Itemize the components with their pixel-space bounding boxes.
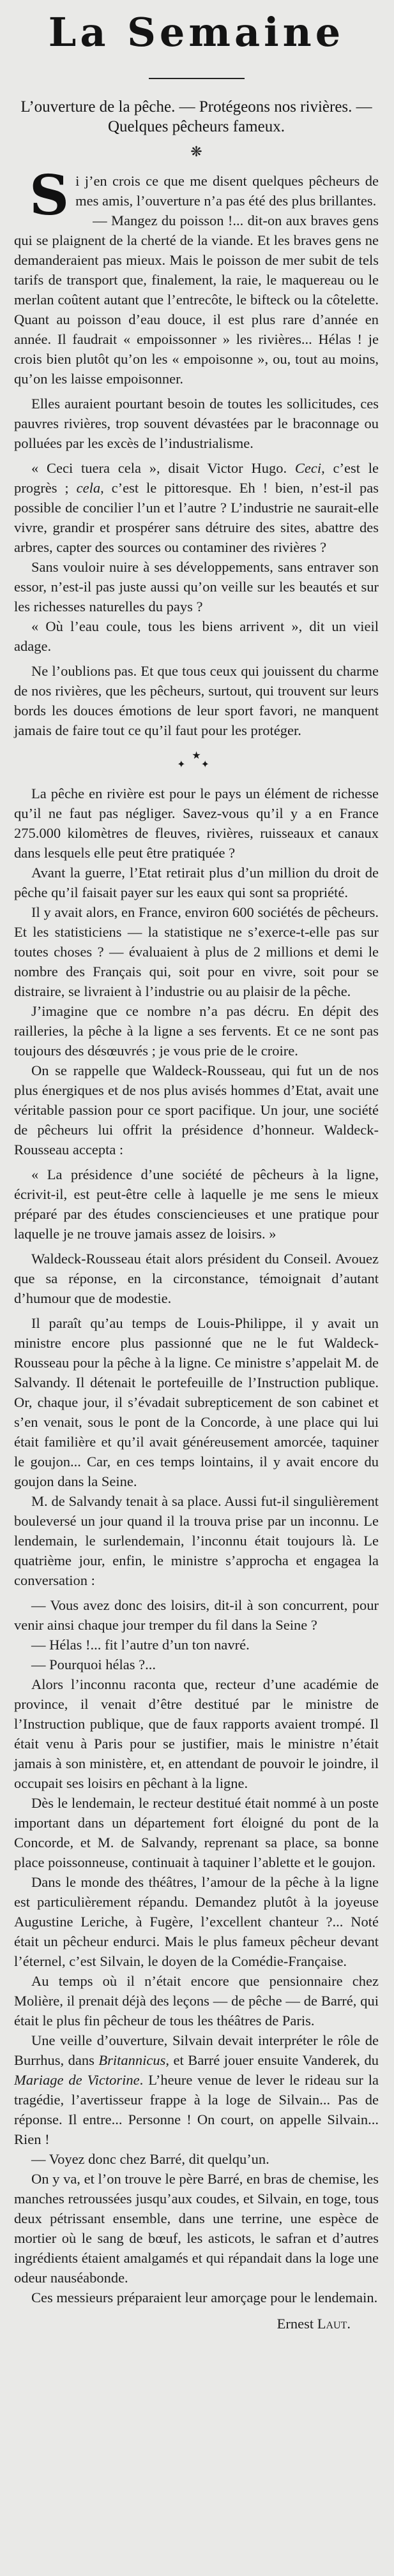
article-body (14, 163, 379, 2334)
paragraph: J’imagine que ce nombre n’a pas décru. En dépit des railleries, la pêche à la ligne a ses fervents. Et ce ne sont pas toujours des désœuvrés ; je vous prie de le croire. (14, 1003, 379, 1059)
author-first-name: Ernest (277, 2316, 314, 2332)
paragraph: « Où l’eau coule, tous les biens arrivent », dit un vieil adage. (14, 618, 379, 654)
italic-text: cela (76, 480, 101, 496)
paragraph: M. de Salvandy tenait à sa place. Aussi fut-il singulièrement bouleversé un jour quand il la trouva prise par un inconnu. Le lendemain, le surlendemain, l’inconnu était toujours là. Le quatrième jour, enfin, le ministre s’approcha et engagea la conversation : (14, 1493, 379, 1588)
paragraph: Il y avait alors, en France, environ 600 sociétés de pêcheurs. Et les statisticiens — la statistique ne s’exerce-t-elle pas sur toutes choses ? — évaluaient à plus de 2 millions et demi le nombre des Français qui, soit pour en vivre, soit pour se distraire, se livraient à l’industrie ou au plaisir de la pêche. (14, 904, 379, 999)
italic-title: Mariage de Victorine (14, 2072, 140, 2088)
title-divider-rule (149, 78, 245, 79)
closing-paragraph: Ces messieurs préparaient leur amorçage pour le lendemain. (31, 2289, 378, 2305)
dialogue-line: — Hélas !... fit l’autre d’un ton navré. (31, 1637, 250, 1653)
paragraph: Sans vouloir nuire à ses développements, sans entraver son essor, n’est-il pas juste aussi qu’on veille sur les beautés et sur les richesses naturelles du pays ? (14, 559, 379, 614)
stars-pair-icon: ✦ ✦ (177, 759, 216, 770)
star-icon: ★ (192, 750, 201, 761)
paragraph: Dès le lendemain, le recteur destitué était nommé à un poste important dans un département fort éloigné du pont de la Concorde, et M. de Salvandy, reprenant sa place, sa bonne place poissonneuse, continuait à taquiner l’ablette et le goujon. (14, 1795, 379, 1870)
author-signature (14, 2314, 379, 2334)
paragraph: La pêche en rivière est pour le pays un élément de richesse qu’il ne faut pas négliger. Savez-vous qu’il y a en France 275.000 kilomètres de fleuves, rivières, ruisseaux et canaux dans lesquels elle peut être pratiquée ? (14, 785, 379, 861)
paragraph: — Mangez du poisson !... dit-on aux braves gens qui se plaignent de la cherté de la viande. Et les braves gens ne demanderaient pas mieux. Mais le poisson de mer subit de tels tarifs de transport que, finalement, la raie, le maquereau ou le merlan coûtent autant que l’entrecôte, le bifteck ou la côtelette. Quant au poisson d’eau douce, il est plus rare d’année en année. Il faudrait « empoissonner » les rivières... Hélas ! je crois bien plutôt qu’on les « empoisonne », ou, tout au moins, qu’on les laisse empoisonner. (14, 212, 379, 387)
paragraph: Alors l’inconnu raconta que, recteur d’une académie de province, il venait d’être destitué par le ministre de l’Instruction publique, que de faux rapports avaient trompé. Il était venu à Paris pour se justifier, mais le ministre n’était jamais à son ministère, et, en attendant de pouvoir le joindre, il occupait ses loisirs en pêchant à la ligne. (14, 1676, 379, 1791)
paragraph: Au temps où il n’était encore que pensionnaire chez Molière, il prenait déjà des leçons — de pêche — de Barré, qui était le plus fin pêcheur de tous les théâtres de Paris. (14, 1973, 379, 2029)
text-run: , et Barré jouer ensuite Vanderek, du (165, 2052, 379, 2068)
italic-title: Britannicus (98, 2052, 166, 2068)
paragraph: Ne l’oublions pas. Et que tous ceux qui jouissent du charme de nos rivières, que les pêcheurs, surtout, qui trouvent sur leurs bords les douces émotions de leur sport favori, ne manquent jamais de faire tout ce qu’il faut pour les protéger. (14, 663, 379, 738)
author-last-name: Laut. (317, 2316, 351, 2332)
paragraph: Avant la guerre, l’Etat retirait plus d’un million du droit de pêche qu’il faisait payer sur les eaux qui sont sa propriété. (14, 865, 379, 900)
paragraph: Waldeck-Rousseau était alors président du Conseil. Avouez que sa réponse, en la circonstance, témoignait d’autant d’humour que de modestie. (14, 1251, 379, 1306)
masthead-title: La Semaine (48, 9, 345, 56)
opening-paragraph-text: i j’en crois ce que me disent quelques pêcheurs de mes amis, l’ouverture n’a pas été des plus brillantes. (75, 173, 379, 209)
opening-paragraph (14, 163, 379, 228)
asterism-section-break (14, 752, 379, 770)
dialogue-line: — Voyez donc chez Barré, dit quelqu’un. (31, 2151, 269, 2167)
paragraph: On se rappelle que Waldeck-Rousseau, qui fut un de nos plus énergiques et de nos plus avisés hommes d’Etat, avait une véritable passion pour ce sport pacifique. Un jour, une société de pêcheurs lui offrit la présidence d’honneur. Waldeck-Rousseau accepta : (14, 1062, 379, 1158)
article-subtitle: L’ouverture de la pêche. — Protégeons nos rivières. — Quelques pêcheurs fameux. (20, 98, 372, 135)
paragraph: On y va, et l’on trouve le père Barré, en bras de chemise, les manches retroussées jusqu’aux coudes, et Silvain, en toge, tous deux pétrissant ensemble, dans une terrine, une espèce de mortier où le sang de bœuf, les asticots, le safran et d’autres ingrédients étaient amalgamés et qui répandait dans la loge une odeur nauséabonde. (14, 2171, 379, 2286)
victor-hugo-paragraph (14, 458, 379, 557)
paragraph: Dans le monde des théâtres, l’amour de la pêche à la ligne est particulièrement répandu. Demandez plutôt à la joyeuse Augustine Leriche, à Fugère, l’excellent chanteur ?... Noté était un pêcheur endurci. Mais le plus fameux pêcheur devant l’éternel, c’est Silvain, le doyen de la Comédie-Française. (14, 1874, 379, 1969)
italic-text: Ceci (294, 460, 322, 476)
text-run: Une veille d’ouverture, Silvain devait interpréter le rôle de Burrhus, dans (14, 2032, 379, 2068)
paragraph: Il paraît qu’au temps de Louis-Philippe, il y avait un ministre encore plus passionné que ne le fut Waldeck-Rousseau pour la pêche à la ligne. Ce ministre s’appelait M. de Salvandy. Il détenait le portefeuille de l’Instruction publique. Or, chaque jour, il s’évadait subrepticement de son cabinet et s’en venait, sous le pont de la Concorde, à une place qui lui était familière et qu’il avait généreusement amorcée, taquiner le goujon... Car, en ces temps lointains, il y avait encore du goujon dans la Seine. (14, 1315, 379, 1489)
dropcap-letter: S (29, 163, 70, 228)
text-run: , c’est le pittoresque. Eh ! bien, n’est-il pas possible de concilier l’un et l’autre ? L’industrie ne saurait-elle vivre, grandir et prospérer sans détruire des sites, abattre des arbres, capter des sources ou contaminer des rivières ? (14, 480, 379, 555)
dialogue-line: — Vous avez donc des loisirs, dit-il à son concurrent, pour venir ainsi chaque jour tremper du fil dans la Seine ? (14, 1597, 379, 1633)
paragraph: Elles auraient pourtant besoin de toutes les sollicitudes, ces pauvres rivières, trop souvent dévastées par le braconnage ou polluées par les excès de l’industrialisme. (14, 396, 379, 451)
text-run: . L’heure venue de lever le rideau sur la tragédie, l’avertisseur frappe à la loge de Silvain... Pas de réponse. Il entre... Personne ! On court, on appelle Silvain... Rien ! (14, 2072, 379, 2147)
text-run: « Ceci tuera cela », disait Victor Hugo. (31, 460, 295, 476)
text-run: , c’est le progrès ; (14, 460, 379, 496)
quote-paragraph: « La présidence d’une société de pêcheurs à la ligne, écrivit-il, est peut-être celle à laquelle je me sens le mieux préparé par des études consciencieuses et une pratique pour laquelle je ne trouve jamais assez de loisirs. » (14, 1166, 379, 1242)
dialogue-line: — Pourquoi hélas ?... (31, 1657, 156, 1672)
silvain-paragraph (14, 2030, 379, 2149)
flower-ornament-icon: ❋ (190, 144, 202, 160)
